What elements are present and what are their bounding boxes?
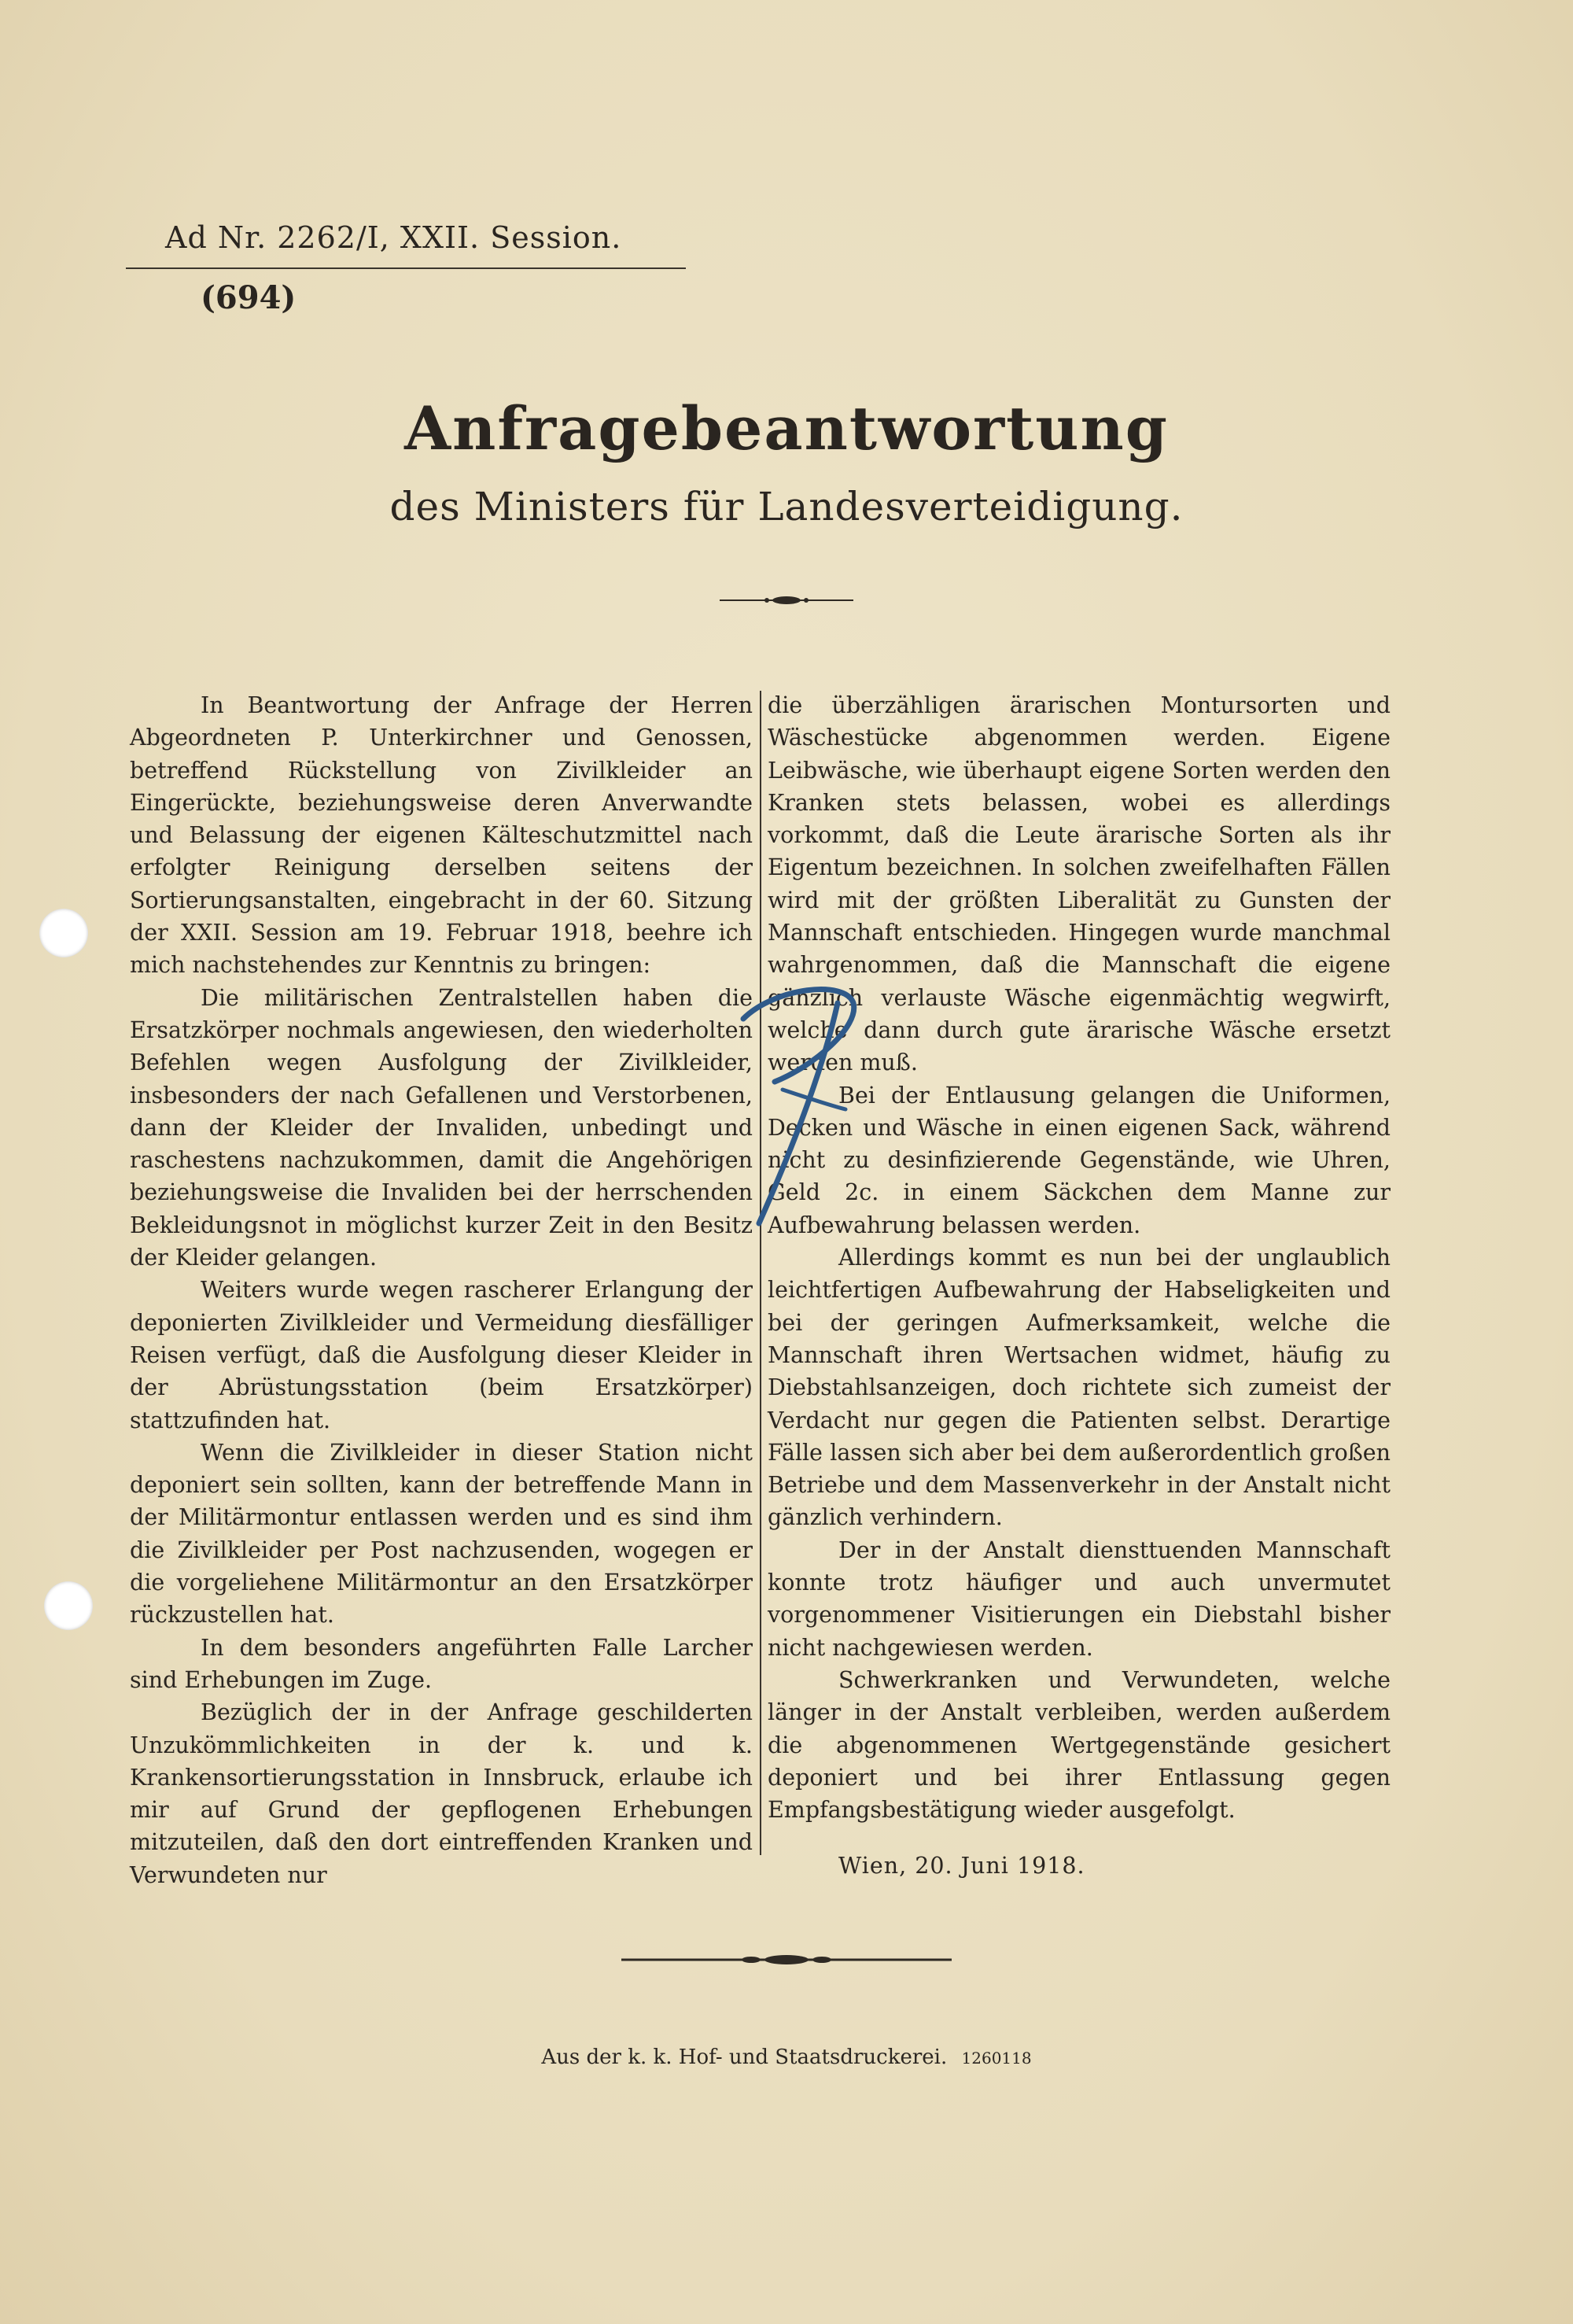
left-paragraph-4: Wenn die Zivilkleider in dieser Station nicht deponiert sein sollten, kann der betreffende Mann in der Militärmontur entlassen werden und es sind ihm die Zivilkleider per Post nachzusenden, wogegen er die vorgeliehene Militärmontur an den Ersatzkörper rückzustellen hat. xyxy=(130,1439,753,1629)
punch-hole-lower xyxy=(44,1581,93,1630)
ornament-divider-bottom xyxy=(0,1950,1573,1973)
left-paragraph-1: In Beantwortung der Anfrage der Herren Abgeordneten P. Unterkirchner und Genossen, betreffend Rückstellung von Zivilkleider an Eingerückte, beziehungsweise deren Anverwandte und Belassung der eigenen Kälteschutzmittel nach erfolgter Reinigung derselben seitens der Sortierungsanstalten, eingebracht in der 60. Sitzung der XXII. Session am 19. Februar 1918, beehre ich mich nachstehendes zur Kenntnis zu bringen: xyxy=(130,692,753,979)
imprint-text: Aus der k. k. Hof- und Staatsdruckerei. xyxy=(541,2045,948,2069)
right-paragraph-5: Schwerkranken und Verwundeten, welche länger in der Anstalt verbleiben, werden außerdem die abgenommenen Wertgegenstände gesichert deponiert und bei ihrer Entlassung gegen Empfangsbestätigung wieder ausgefolgt. xyxy=(768,1666,1391,1824)
body-column-right xyxy=(768,689,1391,1883)
ornament-bottom-icon xyxy=(621,1952,952,1968)
left-paragraph-6: Bezüglich der in der Anfrage geschilderten Unzukömmlichkeiten in der k. und k. Krankensortierungsstation in Innsbruck, erlaube ich mir auf Grund der gepflogenen Erhebungen mitzuteilen, daß den dort eintreffenden Kranken und Verwundeten nur xyxy=(130,1699,753,1888)
right-paragraph-3: Allerdings kommt es nun bei der unglaublich leichtfertigen Aufbewahrung der Habseligkeiten und bei der geringen Aufmerksamkeit, welche die Mannschaft ihren Wertsachen widmet, häufig zu Diebstahlsanzeigen, doch richtete sich zumeist der Verdacht nur gegen die Patienten selbst. Derartige Fälle lassen sich aber bei dem außerordentlich großen Betriebe und dem Massenverkehr in der Anstalt nicht gänzlich verhindern. xyxy=(768,1245,1391,1531)
body-column-left xyxy=(130,689,753,1891)
left-paragraph-3: Weiters wurde wegen rascherer Erlangung der deponierten Zivilkleider und Vermeidung diesfälliger Reisen verfügt, daß die Ausfolgung dieser Kleider in der Abrüstungsstation (beim Ersatzkörper) stattzufinden hat. xyxy=(130,1277,753,1433)
printer-imprint xyxy=(0,2045,1573,2069)
ornament-divider-top xyxy=(0,588,1573,612)
document-subtitle: des Ministers für Landesverteidigung. xyxy=(389,484,1184,529)
imprint-number: 1260118 xyxy=(961,2049,1032,2068)
ornament-top-icon xyxy=(720,594,853,607)
right-paragraph-1: die überzähligen ärarischen Montursorten und Wäschestücke abgenommen werden. Eigene Leibwäsche, wie überhaupt eigene Sorten werden den Kranken stets belassen, wobei es allerdings vorkommt, daß die Leute ärarische Sorten als ihr Eigentum bezeichnen. In solchen zweifelhaften Fällen wird mit der größten Liberalität zu Gunsten der Mannschaft entschieden. Hingegen wurde manchmal wahrgenommen, daß die Mannschaft die eigene gänzlich verlauste Wäsche eigenmächtig wegwirft, welche dann durch gute ärarische Wäsche ersetzt werden muß. xyxy=(768,692,1391,1076)
column-divider xyxy=(760,691,761,1855)
right-paragraph-2: Bei der Entlausung gelangen die Uniformen, Decken und Wäsche in einen eigenen Sack, während nicht zu desinfizierende Gegenstände, wie Uhren, Geld 2c. in einem Säckchen dem Manne zur Aufbewahrung belassen werden. xyxy=(768,1082,1391,1238)
session-reference: Ad Nr. 2262/I, XXII. Session. xyxy=(165,220,622,255)
document-number: (694) xyxy=(201,279,297,316)
document-title: Anfragebeantwortung xyxy=(404,393,1169,463)
date-line: Wien, 20. Juni 1918. xyxy=(838,1853,1085,1879)
reference-rule xyxy=(126,267,686,269)
handwritten-pencil-mark xyxy=(728,972,869,1239)
right-paragraph-4: Der in der Anstalt diensttuenden Mannschaft konnte trotz häufiger und auch unvermutet vorgenommener Visitierungen ein Diebstahl bisher nicht nachgewiesen werden. xyxy=(768,1536,1391,1661)
punch-hole-upper xyxy=(39,909,88,957)
left-paragraph-2: Die militärischen Zentralstellen haben die Ersatzkörper nochmals angewiesen, den wiederholten Befehlen wegen Ausfolgung der Zivilkleider, insbesonders der nach Gefallenen und Verstorbenen, dann der Kleider der Invaliden, unbedingt und raschestens nachzukommen, damit die Angehörigen beziehungsweise die Invaliden bei der herrschenden Bekleidungsnot in möglichst kurzer Zeit in den Besitz der Kleider gelangen. xyxy=(130,984,753,1271)
left-paragraph-5: In dem besonders angeführten Falle Larcher sind Erhebungen im Zuge. xyxy=(130,1634,753,1693)
